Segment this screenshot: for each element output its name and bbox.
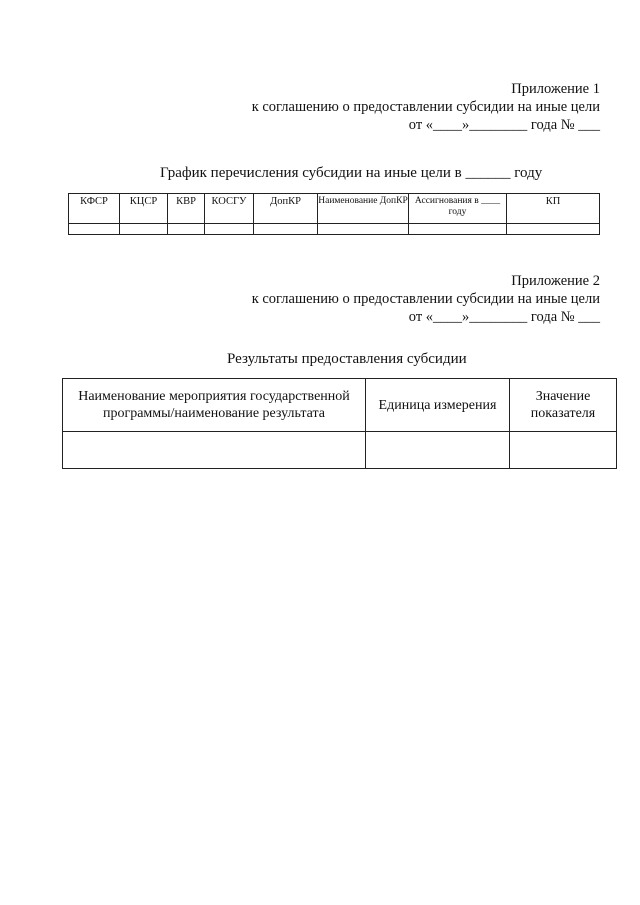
results-col-event-name: Наименование мероприятия государственной программы/наименование результата	[63, 379, 366, 432]
appendix1-title: Приложение 1	[511, 81, 600, 97]
results-heading: Результаты предоставления субсидии	[227, 351, 467, 367]
results-row	[63, 432, 617, 469]
schedule-col-kfsr: КФСР	[69, 194, 120, 224]
schedule-col-kp: КП	[507, 194, 600, 224]
schedule-heading: График перечисления субсидии на иные цели в ______ году	[160, 165, 543, 181]
schedule-col-dopkr-name: Наименование ДопКР	[318, 194, 409, 224]
schedule-col-dopkr: ДопКР	[254, 194, 318, 224]
schedule-col-kosgu: КОСГУ	[205, 194, 254, 224]
appendix2-subtitle: к соглашению о предоставлении субсидии на иные цели	[251, 291, 600, 307]
schedule-col-kcsr: КЦСР	[120, 194, 168, 224]
results-header-row	[63, 379, 617, 432]
appendix2-date-number: от «____»________ года № ___	[408, 309, 600, 325]
schedule-header-row	[69, 194, 600, 224]
schedule-col-kvr: КВР	[168, 194, 205, 224]
schedule-row	[69, 224, 600, 235]
schedule-col-allocations: Ассигнования в ____ году	[409, 194, 507, 224]
appendix2-title: Приложение 2	[511, 273, 600, 289]
results-table	[62, 378, 617, 469]
results-col-value: Значение показателя	[510, 379, 617, 432]
schedule-table	[68, 193, 600, 235]
results-col-unit: Единица измерения	[366, 379, 510, 432]
appendix1-date-number: от «____»________ года № ___	[408, 117, 600, 133]
appendix1-subtitle: к соглашению о предоставлении субсидии на иные цели	[251, 99, 600, 115]
appendix1-header	[252, 80, 600, 134]
appendix2-header	[252, 272, 600, 326]
